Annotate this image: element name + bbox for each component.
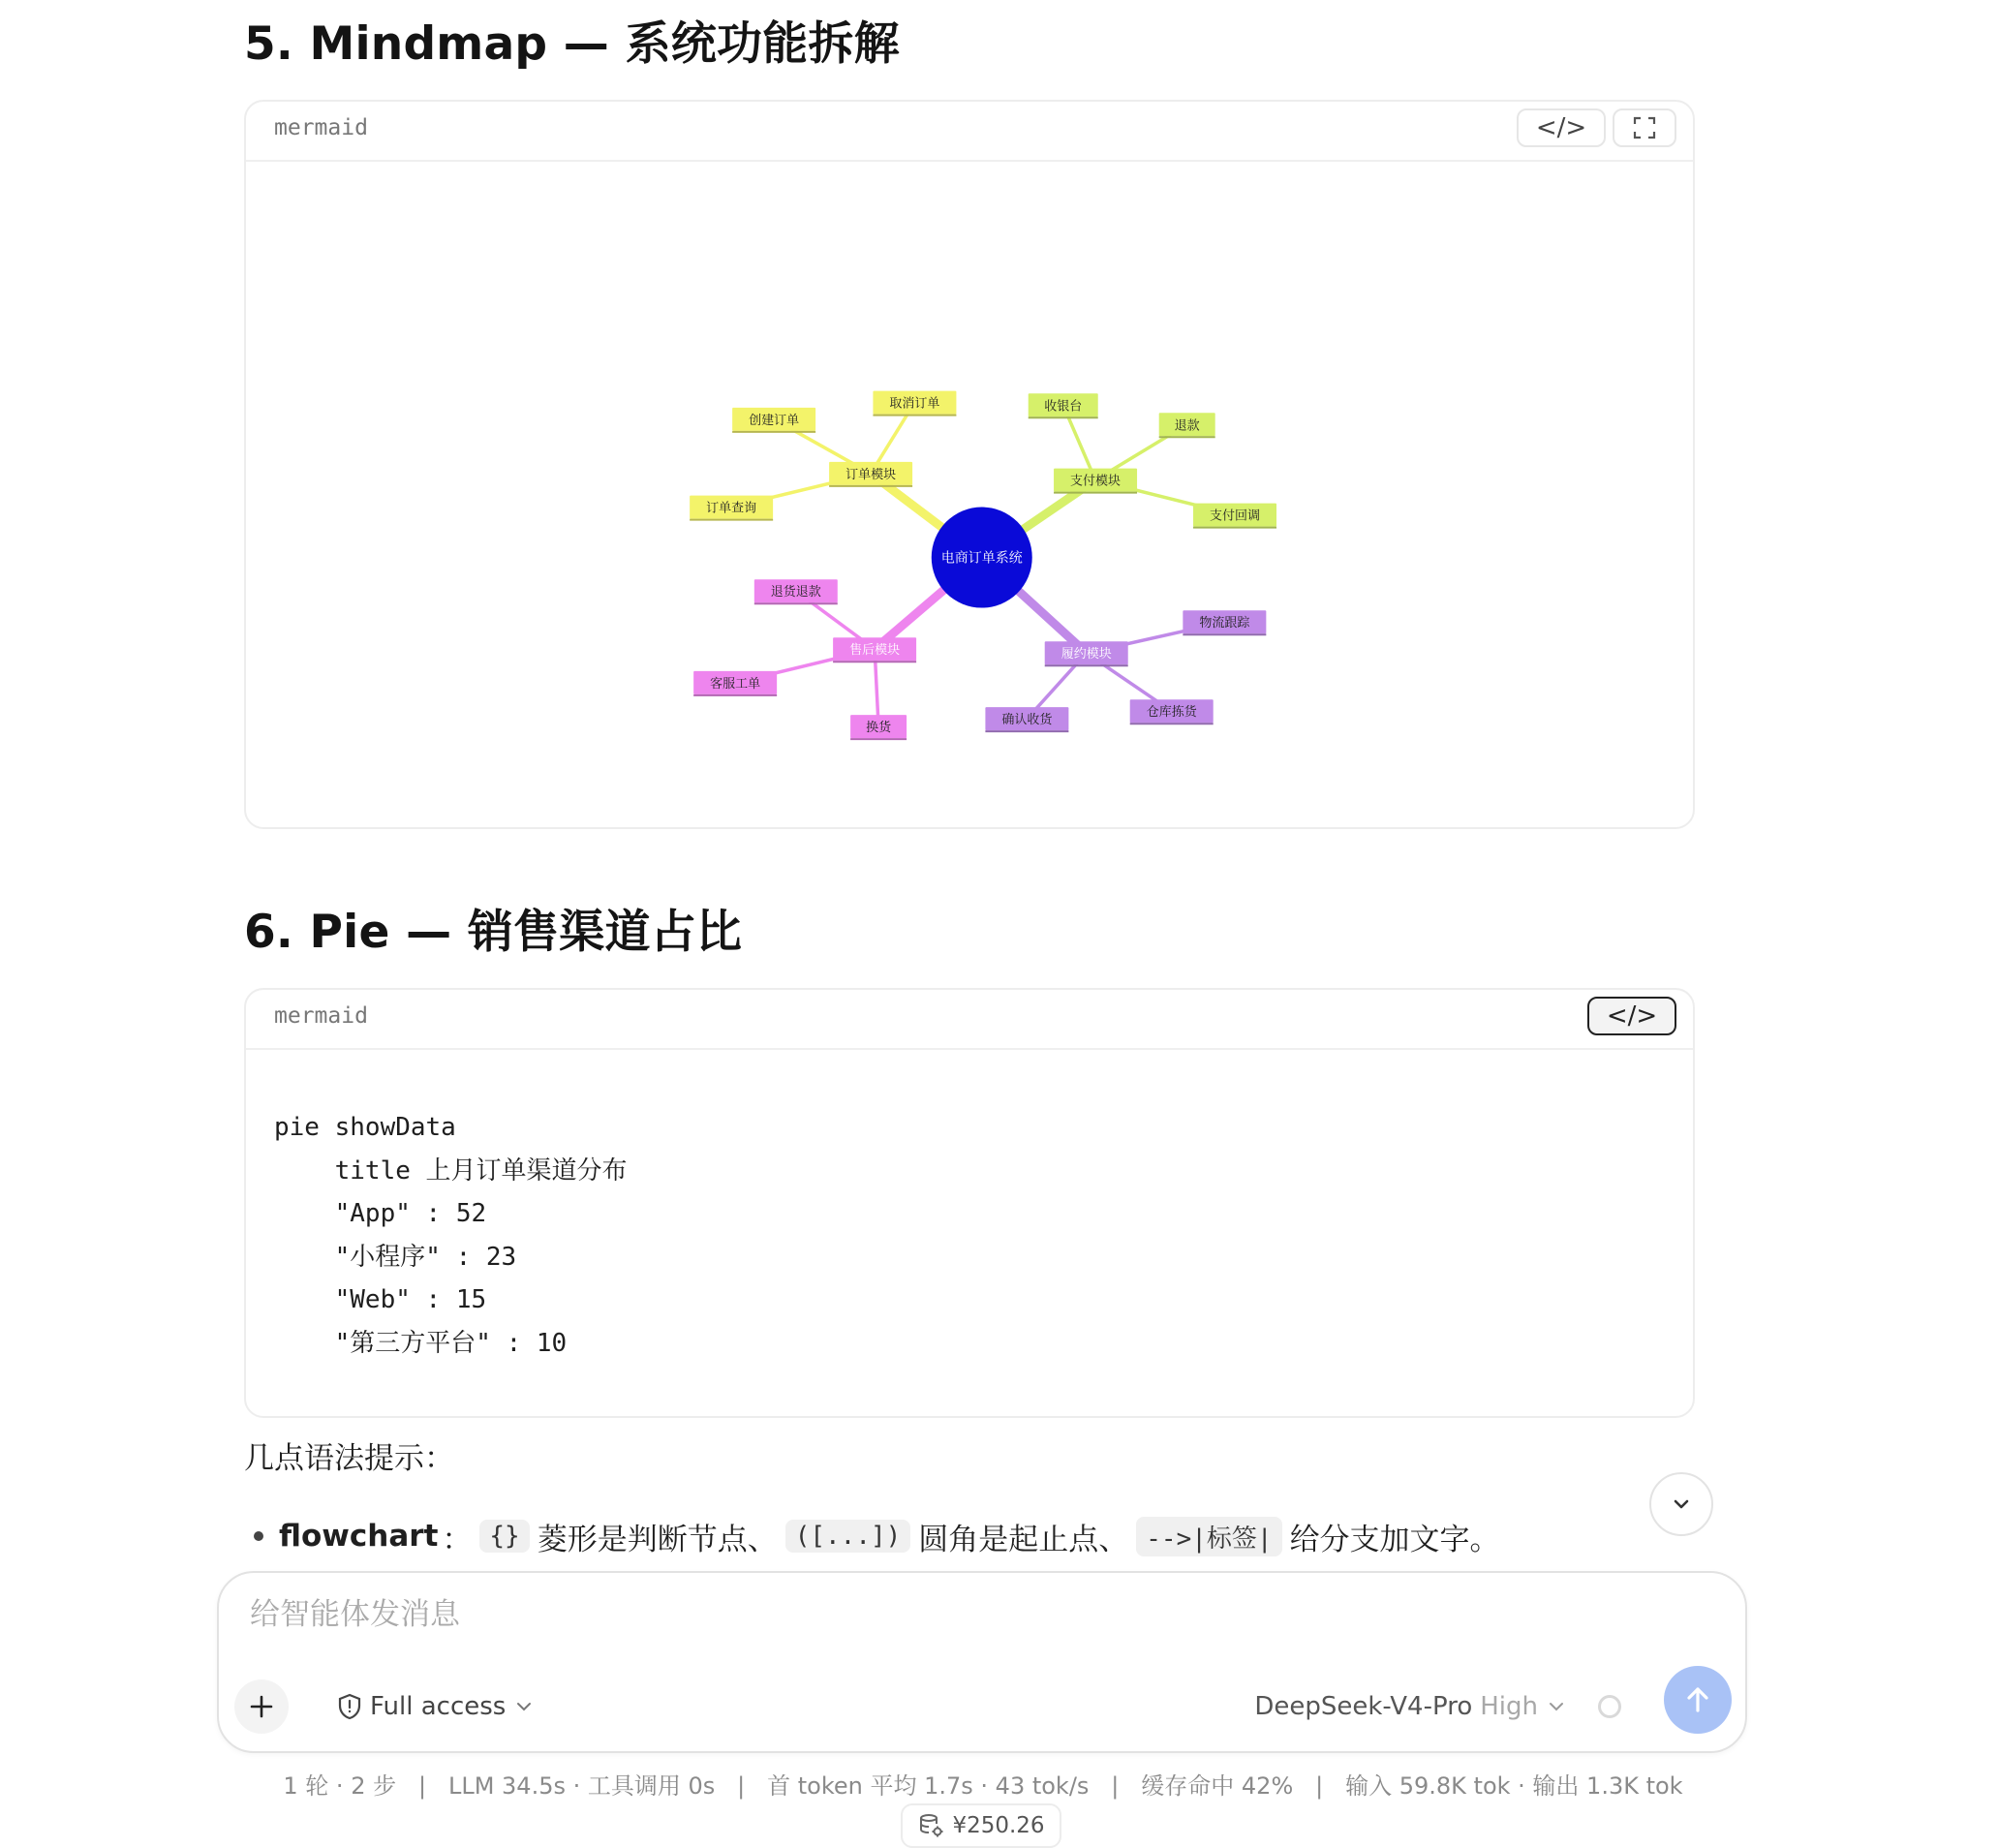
mindmap-branch-node [829, 462, 912, 486]
shield-icon [337, 1693, 362, 1720]
code-line: pie showData [274, 1113, 456, 1142]
mindmap-section-heading: 5. Mindmap — 系统功能拆解 [244, 17, 900, 71]
run-stats: 1 轮 · 2 步 | LLM 34.5s · 工具调用 0s | 首 token 平均 1.7s · 43 tok/s | 缓存命中 42% | 输入 59.8K tok · 输出 1.3K tok [283, 1772, 1683, 1800]
mindmap-diagram [246, 162, 1693, 829]
mindmap-root-node [932, 508, 1032, 608]
mindmap-node-label: 订单模块 [845, 467, 897, 482]
mindmap-node-label: 支付模块 [1070, 474, 1122, 489]
tip-colon: ： [442, 1522, 473, 1557]
mindmap-node-label: 确认收货 [1001, 713, 1053, 728]
inline-code: -->|标签| [1136, 1517, 1281, 1556]
mindmap-node-label: 退货退款 [770, 585, 821, 601]
mindmap-branch-node [1054, 469, 1137, 493]
mindmap-node-label: 订单查询 [706, 501, 757, 516]
mindmap-node-label: 仓库拣货 [1146, 705, 1197, 721]
access-mode-dropdown[interactable] [337, 1685, 533, 1728]
mindmap-branch-node [1045, 641, 1128, 665]
mindmap-leaf-node [754, 579, 838, 603]
code-line: "Web" : 15 [274, 1285, 487, 1314]
mindmap-node-label: 客服工单 [710, 676, 761, 692]
mindmap-node-label: 物流跟踪 [1199, 616, 1250, 631]
mindmap-leaf-node [732, 408, 815, 432]
mindmap-node-label: 收银台 [1044, 399, 1083, 415]
mindmap-leaf-node [873, 391, 956, 416]
chevron-down-icon [1548, 1698, 1565, 1715]
mindmap-node-label: 换货 [866, 721, 892, 736]
reasoning-effort: High [1480, 1692, 1538, 1721]
chevron-down-icon [515, 1698, 533, 1715]
mindmap-node-label: 取消订单 [889, 396, 940, 412]
view-source-button[interactable] [1517, 108, 1606, 147]
mindmap-leaf-node [690, 496, 773, 520]
bullet-dot [254, 1531, 263, 1541]
mindmap-node-label: 创建订单 [749, 413, 800, 428]
plus-icon [249, 1694, 274, 1719]
model-name: DeepSeek-V4-Pro [1254, 1692, 1473, 1721]
cost-value: ¥250.26 [952, 1813, 1045, 1838]
mindmap-leaf-node [1130, 699, 1214, 724]
mindmap-node-label: 售后模块 [849, 643, 901, 659]
mindmap-leaf-node [1193, 504, 1276, 528]
database-gear-icon [917, 1812, 944, 1839]
tip-text: 给分支加文字。 [1289, 1522, 1500, 1557]
code-line: "第三方平台" : 10 [274, 1328, 568, 1358]
code-icon: </> [1606, 1001, 1658, 1031]
attach-button[interactable] [234, 1679, 289, 1734]
send-button[interactable] [1664, 1666, 1732, 1734]
message-input[interactable] [248, 1596, 1705, 1633]
mindmap-node-label: 履约模块 [1060, 647, 1112, 662]
fullscreen-button[interactable] [1613, 108, 1676, 147]
view-source-button[interactable] [1587, 997, 1676, 1035]
code-language-label: mermaid [274, 1003, 368, 1029]
code-line: title 上月订单渠道分布 [274, 1155, 628, 1186]
pie-source-code [274, 1106, 628, 1365]
code-language-label: mermaid [274, 115, 368, 140]
mindmap-leaf-node [1183, 610, 1266, 634]
tip-text: 圆角是起止点、 [918, 1522, 1129, 1557]
mindmap-branch-node [833, 637, 916, 662]
mindmap-root-label: 电商订单系统 [940, 550, 1023, 567]
code-block-header [246, 990, 1693, 1050]
pie-section-heading: 6. Pie — 销售渠道占比 [244, 906, 743, 959]
access-mode-label: Full access [370, 1692, 507, 1721]
code-line: "小程序" : 23 [274, 1242, 517, 1272]
arrow-up-icon [1682, 1684, 1713, 1715]
code-block-header [246, 102, 1693, 162]
mindmap-leaf-node [850, 715, 907, 739]
mindmap-node-label: 退款 [1174, 418, 1200, 434]
chevron-down-icon [1671, 1494, 1692, 1515]
tip-text: 菱形是判断节点、 [537, 1522, 778, 1557]
tips-list-item [254, 1513, 1500, 1559]
tip-term: flowchart [279, 1519, 439, 1554]
inline-code: ([...]) [785, 1520, 911, 1553]
model-selector[interactable] [1254, 1685, 1565, 1728]
loading-spinner [1598, 1695, 1621, 1718]
mindmap-leaf-node [1029, 393, 1098, 417]
tips-heading: 几点语法提示： [244, 1441, 454, 1476]
code-icon: </> [1535, 113, 1587, 142]
scroll-to-bottom-button[interactable] [1649, 1472, 1713, 1536]
inline-code: {} [479, 1520, 529, 1553]
mindmap-leaf-node [1159, 413, 1215, 437]
code-line: "App" : 52 [274, 1199, 487, 1228]
fullscreen-icon [1632, 115, 1657, 140]
message-composer [217, 1571, 1747, 1753]
mindmap-node-label: 支付回调 [1210, 508, 1261, 524]
cost-badge[interactable] [901, 1803, 1061, 1848]
pie-code-block [244, 988, 1695, 1418]
mindmap-leaf-node [693, 671, 777, 695]
mindmap-code-block [244, 100, 1695, 829]
mindmap-leaf-node [985, 707, 1068, 731]
